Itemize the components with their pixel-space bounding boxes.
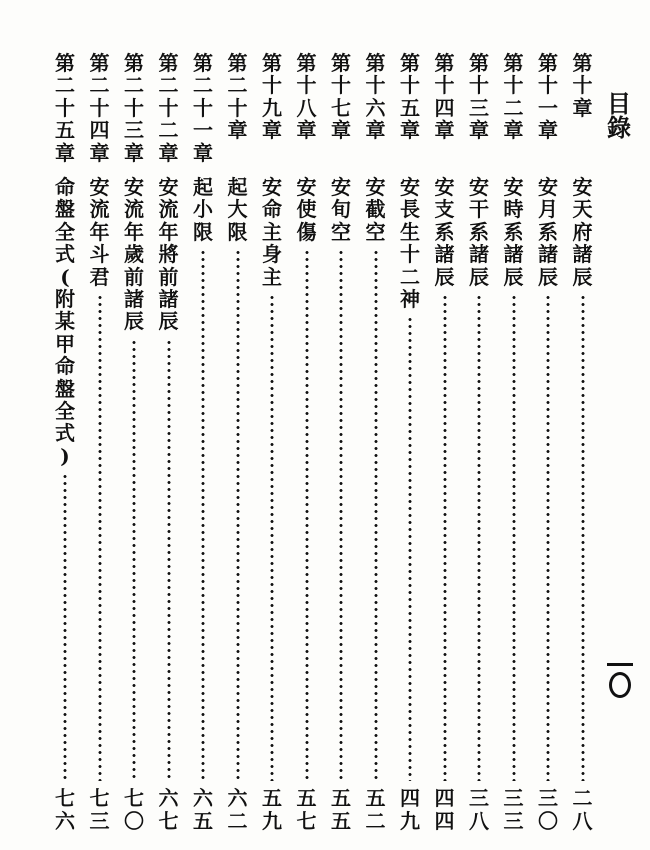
chapter-label: 第 二 十 一 章 (193, 51, 213, 165)
page-number-one (607, 663, 633, 666)
chapter-label: 第 二 十 五 章 (55, 51, 75, 165)
dot-leader (339, 249, 343, 781)
chapter-label: 第 二 十 章 (227, 51, 248, 143)
chapter-label: 第 十 一 章 (538, 51, 558, 143)
toc-entry (54, 52, 76, 832)
page-ref: 七 三 (89, 786, 110, 833)
dot-leader (374, 249, 378, 781)
toc-entry (330, 52, 352, 832)
chapter-label: 第 十 八 章 (296, 51, 317, 143)
toc-entry (537, 52, 559, 832)
dot-leader (132, 339, 136, 781)
chapter-label: 第 十 九 章 (262, 51, 282, 143)
chapter-label: 第 十 七 章 (331, 51, 351, 143)
chapter-title: 安 長 生 十 二 神 (400, 175, 420, 311)
chapter-title: 安 天 府 諸 辰 (572, 175, 593, 289)
dot-leader (305, 249, 309, 781)
toc-entry (296, 52, 318, 832)
dot-leader (98, 294, 102, 781)
page-ref: 五 七 (296, 786, 317, 833)
page-ref: 四 四 (434, 786, 455, 833)
chapter-label: 第 十 二 章 (503, 51, 524, 143)
dot-leader (63, 473, 67, 781)
chapter-title: 安 旬 空 (331, 175, 351, 244)
dot-leader (167, 339, 171, 781)
dot-leader (443, 294, 447, 781)
chapter-title: 安 流 年 將 前 諸 辰 (158, 175, 179, 334)
page-ref: 二 八 (572, 786, 593, 833)
page-ref: 六 七 (158, 786, 179, 833)
chapter-title: 安 命 主 身 主 (262, 175, 282, 289)
page-ref: 三 八 (469, 786, 489, 833)
toc-entry (503, 52, 525, 832)
dot-leader (581, 294, 585, 781)
chapter-label: 第 二 十 三 章 (124, 51, 144, 165)
page-ref: 六 二 (227, 786, 248, 833)
table-of-contents (54, 52, 594, 832)
toc-entry (468, 52, 490, 832)
toc-entry (123, 52, 145, 832)
dot-leader (477, 294, 481, 781)
chapter-title: 安 月 系 諸 辰 (538, 175, 558, 289)
chapter-title: 安 支 系 諸 辰 (434, 175, 455, 289)
chapter-title: 安 干 系 諸 辰 (469, 175, 489, 289)
dot-leader (270, 294, 274, 781)
chapter-label: 第 二 十 二 章 (158, 51, 179, 165)
page-title: 目 錄 (607, 89, 631, 143)
page-ref: 三 三 (503, 786, 524, 833)
chapter-title: 安 時 系 諸 辰 (503, 175, 524, 289)
chapter-title: 安 截 空 (365, 175, 386, 244)
chapter-label: 第 二 十 四 章 (89, 51, 110, 165)
page-ref: 六 五 (193, 786, 213, 833)
chapter-title: 安 流 年 斗 君 (89, 175, 110, 289)
chapter-label: 第 十 四 章 (434, 51, 455, 143)
chapter-label: 第 十 五 章 (400, 51, 420, 143)
page-ref: 七 〇 (124, 786, 144, 833)
page-ref: 五 二 (365, 786, 386, 833)
dot-leader (201, 249, 205, 781)
dot-leader (408, 316, 412, 781)
page-ref: 七 六 (55, 786, 75, 833)
chapter-title: 命 盤 全 式 ( 附 某 甲 命 盤 全 式 ) (55, 175, 75, 468)
page-number (600, 658, 640, 702)
page-ref: 五 九 (262, 786, 282, 833)
toc-entry (261, 52, 283, 832)
page-number-zero (609, 672, 631, 698)
toc-entry (227, 52, 249, 832)
dot-leader (546, 294, 550, 781)
toc-entry (365, 52, 387, 832)
toc-entry (192, 52, 214, 832)
chapter-label: 第 十 三 章 (469, 51, 489, 143)
page-ref: 五 五 (331, 786, 351, 833)
chapter-label: 第 十 六 章 (365, 51, 386, 143)
chapter-title: 起 大 限 (227, 175, 248, 244)
page-ref: 三 〇 (538, 786, 558, 833)
chapter-title: 安 使 傷 (296, 175, 317, 244)
chapter-title: 起 小 限 (193, 175, 213, 244)
toc-entry (572, 52, 594, 832)
toc-entry (158, 52, 180, 832)
chapter-label: 第 十 章 (572, 51, 593, 120)
toc-entry (89, 52, 111, 832)
toc-entry (399, 52, 421, 832)
page-ref: 四 九 (400, 786, 420, 833)
chapter-title: 安 流 年 歲 前 諸 辰 (124, 175, 144, 334)
dot-leader (236, 249, 240, 781)
toc-entry (434, 52, 456, 832)
dot-leader (512, 294, 516, 781)
